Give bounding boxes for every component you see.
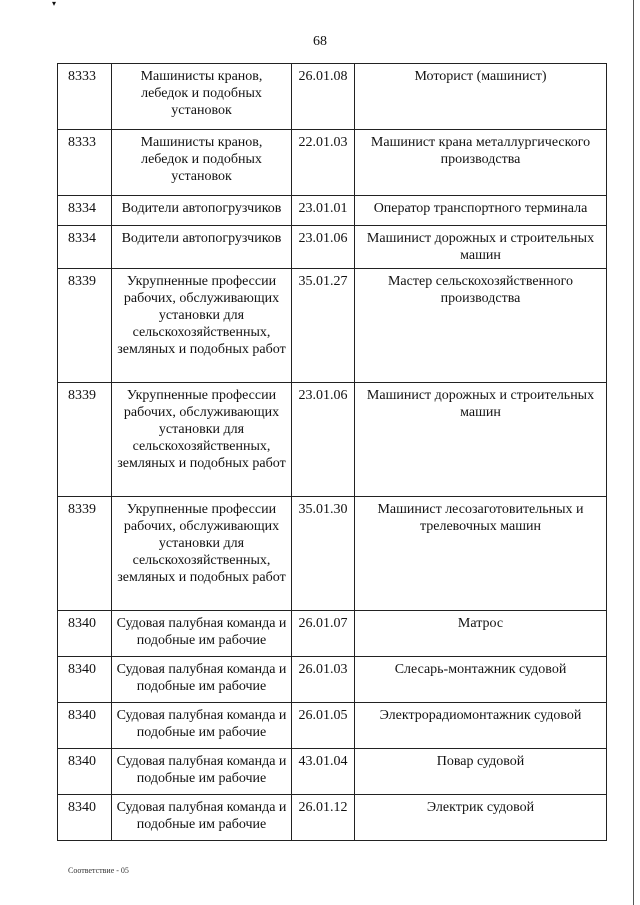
spec-code-cell: 26.01.03 (292, 657, 355, 703)
spec-code-cell: 22.01.03 (292, 130, 355, 196)
spec-code-cell: 23.01.01 (292, 196, 355, 226)
specialty-cell: Электрорадиомонтажник судовой (355, 703, 607, 749)
profession-cell: Судовая палубная команда и подобные им рабочие (112, 703, 292, 749)
spec-code-cell: 23.01.06 (292, 226, 355, 269)
code-cell: 8333 (58, 130, 112, 196)
specialty-cell: Машинист дорожных и строительных машин (355, 383, 607, 497)
code-cell: 8340 (58, 749, 112, 795)
spec-code-cell: 35.01.30 (292, 497, 355, 611)
table-row (58, 497, 607, 611)
specialty-cell: Моторист (машинист) (355, 64, 607, 130)
profession-cell: Судовая палубная команда и подобные им рабочие (112, 749, 292, 795)
table-row (58, 196, 607, 226)
spec-code-cell: 26.01.08 (292, 64, 355, 130)
profession-cell: Судовая палубная команда и подобные им рабочие (112, 795, 292, 841)
code-cell: 8340 (58, 657, 112, 703)
code-cell: 8333 (58, 64, 112, 130)
specialty-cell: Машинист лесозаготовительных и трелевочных машин (355, 497, 607, 611)
code-cell: 8340 (58, 611, 112, 657)
table-row (58, 226, 607, 269)
code-cell: 8339 (58, 497, 112, 611)
corner-mark: ▾ (52, 0, 57, 8)
specialty-cell: Слесарь-монтажник судовой (355, 657, 607, 703)
table-row (58, 749, 607, 795)
spec-code-cell: 26.01.05 (292, 703, 355, 749)
specialty-cell: Матрос (355, 611, 607, 657)
table-row (58, 269, 607, 383)
profession-cell: Укрупненные профессии рабочих, обслуживающих установки для сельскохозяйственных, земляных и подобных работ (112, 497, 292, 611)
profession-cell: Водители автопогрузчиков (112, 196, 292, 226)
page-number: 68 (313, 34, 327, 49)
table-row (58, 64, 607, 130)
profession-cell: Машинисты кранов, лебедок и подобных установок (112, 130, 292, 196)
table-row (58, 383, 607, 497)
table-row (58, 795, 607, 841)
table-row (58, 611, 607, 657)
code-cell: 8334 (58, 196, 112, 226)
table-row (58, 657, 607, 703)
code-cell: 8339 (58, 383, 112, 497)
specialty-cell: Мастер сельскохозяйственного производства (355, 269, 607, 383)
profession-cell: Укрупненные профессии рабочих, обслуживающих установки для сельскохозяйственных, земляных и подобных работ (112, 269, 292, 383)
profession-cell: Водители автопогрузчиков (112, 226, 292, 269)
professions-table (57, 63, 607, 841)
specialty-cell: Повар судовой (355, 749, 607, 795)
code-cell: 8339 (58, 269, 112, 383)
table-row (58, 130, 607, 196)
specialty-cell: Электрик судовой (355, 795, 607, 841)
page-edge-line (633, 0, 634, 905)
spec-code-cell: 43.01.04 (292, 749, 355, 795)
spec-code-cell: 23.01.06 (292, 383, 355, 497)
spec-code-cell: 26.01.07 (292, 611, 355, 657)
profession-cell: Укрупненные профессии рабочих, обслуживающих установки для сельскохозяйственных, земляных и подобных работ (112, 383, 292, 497)
spec-code-cell: 26.01.12 (292, 795, 355, 841)
specialty-cell: Машинист дорожных и строительных машин (355, 226, 607, 269)
specialty-cell: Оператор транспортного терминала (355, 196, 607, 226)
profession-cell: Судовая палубная команда и подобные им рабочие (112, 657, 292, 703)
table-body (58, 64, 607, 841)
code-cell: 8340 (58, 703, 112, 749)
footer-note: Соответствие - 05 (68, 866, 129, 875)
table-row (58, 703, 607, 749)
profession-cell: Судовая палубная команда и подобные им рабочие (112, 611, 292, 657)
profession-cell: Машинисты кранов, лебедок и подобных установок (112, 64, 292, 130)
spec-code-cell: 35.01.27 (292, 269, 355, 383)
specialty-cell: Машинист крана металлургического производства (355, 130, 607, 196)
code-cell: 8334 (58, 226, 112, 269)
code-cell: 8340 (58, 795, 112, 841)
